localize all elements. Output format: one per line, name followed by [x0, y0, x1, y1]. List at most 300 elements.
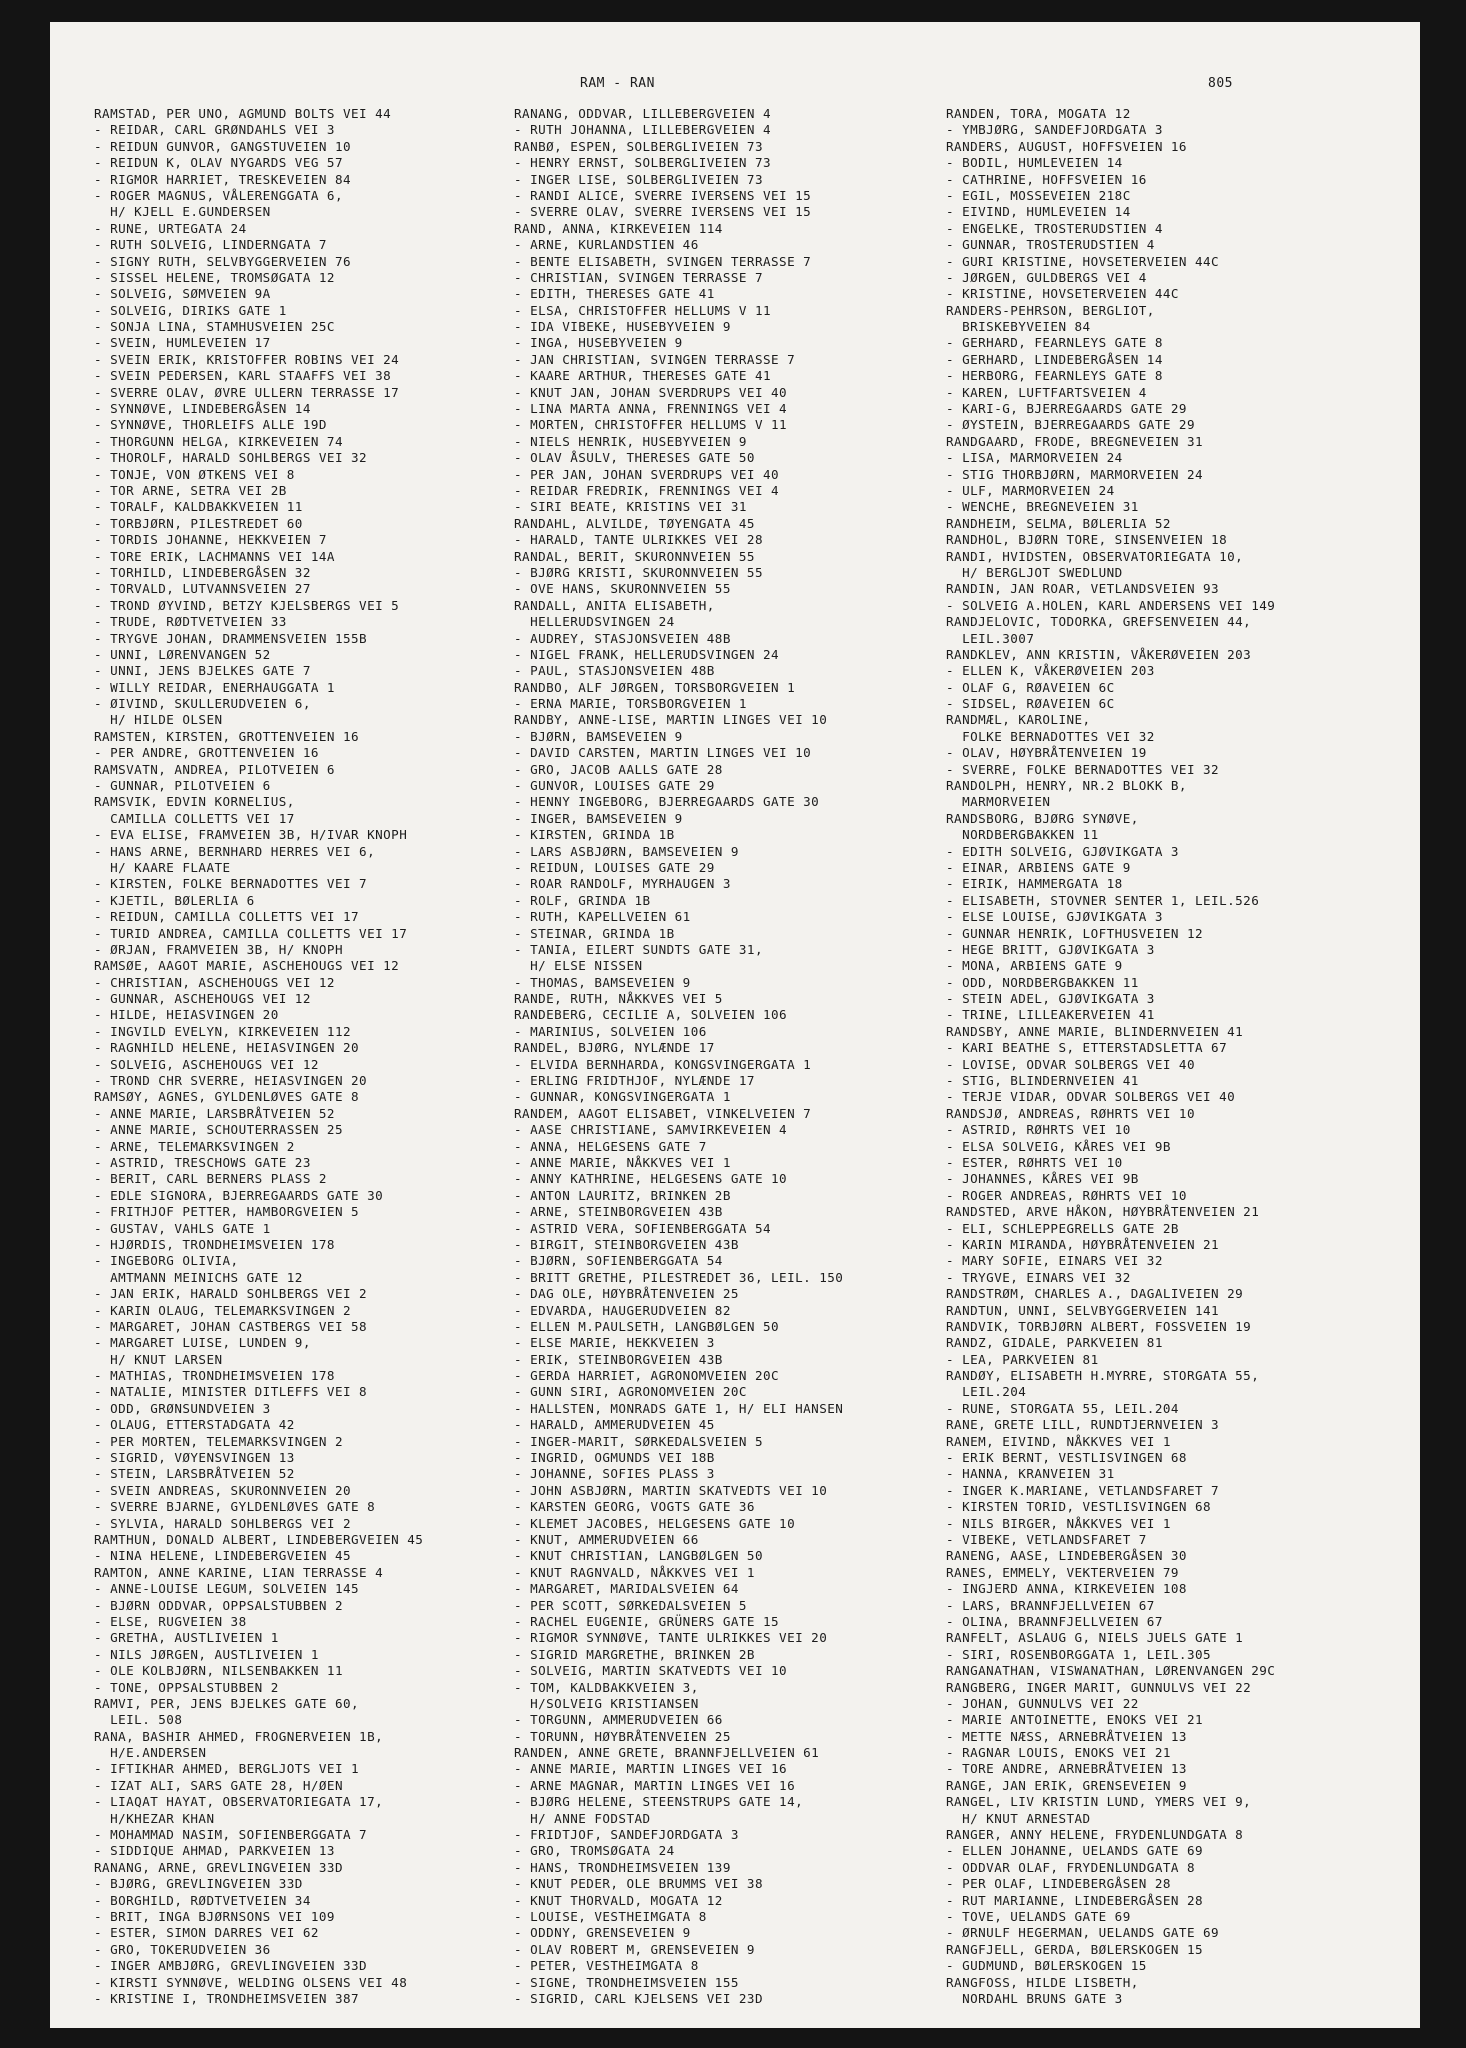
listing-line: H/ ELSE NISSEN [514, 958, 643, 974]
listing-line: - GUNNAR, ASCHEHOUGS VEI 12 [94, 991, 311, 1007]
listing-line: RANDKLEV, ANN KRISTIN, VÅKERØVEIEN 203 [946, 646, 1252, 662]
listing-line: - BRIT, INGA BJØRNSONS VEI 109 [94, 1908, 335, 1924]
listing-line: - OLAV, HØYBRÅTENVEIEN 19 [946, 745, 1147, 761]
listing-line: - KIRSTEN, GRINDA 1B [514, 827, 675, 843]
listing-line: - TRUDE, RØDTVETVEIEN 33 [94, 614, 287, 630]
listing-line: - TOR ARNE, SETRA VEI 2B [94, 482, 287, 498]
listing-line: RANDSBORG, BJØRG SYNØVE, [946, 810, 1139, 826]
listing-line: - KARI BEATHE S, ETTERSTADSLETTA 67 [946, 1040, 1228, 1056]
listing-line: RANDEN, TORA, MOGATA 12 [946, 106, 1131, 121]
listing-line: - KNUT JAN, JOHAN SVERDRUPS VEI 40 [514, 384, 788, 400]
listing-line: - TORUNN, HØYBRÅTENVEIEN 25 [514, 1728, 731, 1744]
listing-line: - ELSE MARIE, HEKKVEIEN 3 [514, 1335, 715, 1351]
listing-line: - ROLF, GRINDA 1B [514, 892, 651, 908]
listing-line: - ROGER ANDREAS, RØHRTS VEI 10 [946, 1187, 1187, 1203]
listing-line: - TORE ANDRE, ARNEBRÅTVEIEN 13 [946, 1761, 1187, 1777]
listing-line: - MARIE ANTOINETTE, ENOKS VEI 21 [946, 1712, 1204, 1728]
listing-line: - ASTRID, RØHRTS VEI 10 [946, 1122, 1131, 1138]
listing-line: - HENRY ERNST, SOLBERGLIVEIEN 73 [514, 155, 772, 171]
listing-line: - ODDNY, GRENSEVEIEN 9 [514, 1925, 691, 1941]
listing-line: - MARINIUS, SOLVEIEN 106 [514, 1023, 707, 1039]
listing-line: - ERIK BERNT, VESTLISVINGEN 68 [946, 1450, 1187, 1466]
listing-line: - INGER LISE, SOLBERGLIVEIEN 73 [514, 171, 763, 187]
listing-line: RANE, GRETE LILL, RUNDTJERNVEIEN 3 [946, 1417, 1220, 1433]
listing-line: H/ KNUT ARNESTAD [946, 1810, 1091, 1826]
listing-line: - BJØRG HELENE, STEENSTRUPS GATE 14, [514, 1794, 804, 1810]
listing-line: - IFTIKHAR AHMED, BERGLJOTS VEI 1 [94, 1761, 360, 1777]
listing-line: RANA, BASHIR AHMED, FROGNERVEIEN 1B, [94, 1728, 384, 1744]
listing-line: - TONE, OPPSALSTUBBEN 2 [94, 1679, 279, 1695]
listing-line: - BJØRN ODDVAR, OPPSALSTUBBEN 2 [94, 1597, 343, 1613]
listing-line: - TURID ANDREA, CAMILLA COLLETTS VEI 17 [94, 925, 408, 941]
listing-line: - OLAUG, ETTERSTADGATA 42 [94, 1417, 295, 1433]
listing-line: - ØYSTEIN, BJERREGAARDS GATE 29 [946, 417, 1195, 433]
listing-line: - MARGARET, MARIDALSVEIEN 64 [514, 1581, 739, 1597]
listing-line: RANDI, HVIDSTEN, OBSERVATORIEGATA 10, [946, 548, 1244, 564]
listing-line: - EIRIK, HAMMERGATA 18 [946, 876, 1123, 892]
listing-line: RANDJELOVIC, TODORKA, GREFSENVEIEN 44, [946, 614, 1252, 630]
listing-line: - BENTE ELISABETH, SVINGEN TERRASSE 7 [514, 253, 812, 269]
listing-line: - ASTRID VERA, SOFIENBERGGATA 54 [514, 1220, 772, 1236]
listing-line: RANDOLPH, HENRY, NR.2 BLOKK B, [946, 778, 1187, 794]
listing-line: - LEA, PARKVEIEN 81 [946, 1351, 1099, 1367]
listing-line: - NIELS HENRIK, HUSEBYVEIEN 9 [514, 433, 747, 449]
listing-line: - KRISTINE, HOVSETERVEIEN 44C [946, 286, 1179, 302]
listing-line: - HARALD, TANTE ULRIKKES VEI 28 [514, 532, 763, 548]
column-2 [514, 106, 843, 2007]
listing-line: - KIRSTEN TORID, VESTLISVINGEN 68 [946, 1499, 1212, 1515]
listing-line: - EDITH, THERESES GATE 41 [514, 286, 715, 302]
listing-line: - LINA MARTA ANNA, FRENNINGS VEI 4 [514, 401, 788, 417]
listing-line: - TONJE, VON ØTKENS VEI 8 [94, 466, 295, 482]
listing-line: - ANNE-LOUISE LEGUM, SOLVEIEN 145 [94, 1581, 360, 1597]
listing-line: - SIGNY RUTH, SELVBYGGERVEIEN 76 [94, 253, 352, 269]
listing-line: RANDHOL, BJØRN TORE, SINSENVEIEN 18 [946, 532, 1228, 548]
listing-line: - REIDAR FREDRIK, FRENNINGS VEI 4 [514, 482, 780, 498]
listing-line: RANGBERG, INGER MARIT, GUNNULVS VEI 22 [946, 1679, 1252, 1695]
listing-line: - BIRGIT, STEINBORGVEIEN 43B [514, 1236, 739, 1252]
listing-line: - TRYGVE JOHAN, DRAMMENSVEIEN 155B [94, 630, 368, 646]
listing-line: - SVERRE BJARNE, GYLDENLØVES GATE 8 [94, 1499, 376, 1515]
listing-line: - SOLVEIG, MARTIN SKATVEDTS VEI 10 [514, 1663, 788, 1679]
listing-line: - PER MORTEN, TELEMARKSVINGEN 2 [94, 1433, 343, 1449]
listing-line: - KNUT CHRISTIAN, LANGBØLGEN 50 [514, 1548, 763, 1564]
listing-line: - TORGUNN, AMMERUDVEIEN 66 [514, 1712, 723, 1728]
listing-line: - ANNE MARIE, SCHOUTERRASSEN 25 [94, 1122, 343, 1138]
listing-line: RANENG, AASE, LINDEBERGÅSEN 30 [946, 1548, 1187, 1564]
listing-line: - ELISABETH, STOVNER SENTER 1, LEIL.526 [946, 892, 1260, 908]
listing-line: - SIRI BEATE, KRISTINS VEI 31 [514, 499, 747, 515]
listing-line: RANDEN, ANNE GRETE, BRANNFJELLVEIEN 61 [514, 1745, 820, 1761]
listing-line: RANDAHL, ALVILDE, TØYENGATA 45 [514, 515, 755, 531]
listing-line: RANDVIK, TORBJØRN ALBERT, FOSSVEIEN 19 [946, 1318, 1252, 1334]
listing-line: - LISA, MARMORVEIEN 24 [946, 450, 1123, 466]
listing-line: - TORDIS JOHANNE, HEKKVEIEN 7 [94, 532, 327, 548]
listing-line: - INGVILD EVELYN, KIRKEVEIEN 112 [94, 1023, 352, 1039]
listing-line: RANDERS, AUGUST, HOFFSVEIEN 16 [946, 138, 1187, 154]
listing-line: - TORE ERIK, LACHMANNS VEI 14A [94, 548, 335, 564]
listing-line: - PER ANDRE, GROTTENVEIEN 16 [94, 745, 319, 761]
listing-line: - BERIT, CARL BERNERS PLASS 2 [94, 1171, 327, 1187]
listing-line: - OLINA, BRANNFJELLVEIEN 67 [946, 1613, 1163, 1629]
listing-line: RANES, EMMELY, VEKTERVEIEN 79 [946, 1564, 1179, 1580]
listing-line: - SVERRE OLAV, ØVRE ULLERN TERRASSE 17 [94, 384, 400, 400]
listing-line: - BODIL, HUMLEVEIEN 14 [946, 155, 1123, 171]
listing-line: NORDAHL BRUNS GATE 3 [946, 1990, 1123, 2006]
listing-line: - ELSA SOLVEIG, KÅRES VEI 9B [946, 1138, 1171, 1154]
listing-line: RANDØY, ELISABETH H.MYRRE, STORGATA 55, [946, 1368, 1260, 1384]
listing-line: H/ ANNE FODSTAD [514, 1810, 651, 1826]
listing-line: - IDA VIBEKE, HUSEBYVEIEN 9 [514, 319, 731, 335]
listing-line: - SYNNØVE, LINDEBERGÅSEN 14 [94, 401, 311, 417]
listing-line: - MATHIAS, TRONDHEIMSVEIEN 178 [94, 1368, 335, 1384]
listing-line: - REIDUN K, OLAV NYGARDS VEG 57 [94, 155, 343, 171]
listing-line: - MOHAMMAD NASIM, SOFIENBERGGATA 7 [94, 1827, 368, 1843]
listing-line: H/ KJELL E.GUNDERSEN [94, 204, 271, 220]
listing-line: RANBØ, ESPEN, SOLBERGLIVEIEN 73 [514, 138, 763, 154]
listing-line: - ANNE MARIE, NÅKKVES VEI 1 [514, 1155, 731, 1170]
listing-line: - RAGNAR LOUIS, ENOKS VEI 21 [946, 1745, 1171, 1761]
listing-line: - ROAR RANDOLF, MYRHAUGEN 3 [514, 876, 731, 892]
listing-line: - SVEIN, HUMLEVEIEN 17 [94, 335, 271, 351]
listing-line: HELLERUDSVINGEN 24 [514, 614, 675, 630]
listing-line: - SYNNØVE, THORLEIFS ALLE 19D [94, 417, 327, 433]
listing-line: - ESTER, RØHRTS VEI 10 [946, 1155, 1123, 1170]
listing-line: - OLE KOLBJØRN, NILSENBAKKEN 11 [94, 1663, 343, 1679]
listing-line: - GRO, TROMSØGATA 24 [514, 1843, 675, 1859]
listing-line: RANGEL, LIV KRISTIN LUND, YMERS VEI 9, [946, 1794, 1252, 1810]
listing-line: - ELSA, CHRISTOFFER HELLUMS V 11 [514, 302, 772, 318]
listing-line: - KIRSTEN, FOLKE BERNADOTTES VEI 7 [94, 876, 368, 892]
listing-line: - ØRNULF HEGERMAN, UELANDS GATE 69 [946, 1925, 1220, 1941]
listing-line: - WILLY REIDAR, ENERHAUGGATA 1 [94, 679, 335, 695]
listing-line: - KLEMET JACOBES, HELGESENS GATE 10 [514, 1515, 796, 1531]
listing-line: - JAN ERIK, HARALD SOHLBERGS VEI 2 [94, 1286, 368, 1302]
listing-line: - ANTON LAURITZ, BRINKEN 2B [514, 1187, 731, 1203]
listing-line: - ROGER MAGNUS, VÅLERENGGATA 6, [94, 187, 343, 203]
listing-line: RANDIN, JAN ROAR, VETLANDSVEIEN 93 [946, 581, 1220, 597]
listing-line: - LARS ASBJØRN, BAMSEVEIEN 9 [514, 843, 739, 859]
listing-line: - ØIVIND, SKULLERUDVEIEN 6, [94, 696, 311, 712]
listing-line: - LOUISE, VESTHEIMGATA 8 [514, 1908, 707, 1924]
listing-line: - OVE HANS, SKURONNVEIEN 55 [514, 581, 731, 597]
listing-line: - MARY SOFIE, EINARS VEI 32 [946, 1253, 1163, 1269]
page-number: 805 [1208, 76, 1233, 91]
listing-line: RANDBY, ANNE-LISE, MARTIN LINGES VEI 10 [514, 712, 828, 728]
listing-line: - NILS JØRGEN, AUSTLIVEIEN 1 [94, 1646, 319, 1662]
listing-line: - BRITT GRETHE, PILESTREDET 36, LEIL. 150 [514, 1269, 844, 1285]
listing-line: - ODD, GRØNSUNDVEIEN 3 [94, 1400, 271, 1416]
listing-line: - INGER AMBJØRG, GREVLINGVEIEN 33D [94, 1958, 368, 1974]
listing-line: - MORTEN, CHRISTOFFER HELLUMS V 11 [514, 417, 788, 433]
listing-line: - GUNNAR, KONGSVINGERGATA 1 [514, 1089, 731, 1105]
listing-line: - IZAT ALI, SARS GATE 28, H/ØEN [94, 1777, 343, 1793]
listing-line: - WENCHE, BREGNEVEIEN 31 [946, 499, 1139, 515]
listing-line: - PETER, VESTHEIMGATA 8 [514, 1958, 699, 1974]
listing-line: - DAG OLE, HØYBRÅTENVEIEN 25 [514, 1286, 739, 1302]
listing-line: - JOHN ASBJØRN, MARTIN SKATVEDTS VEI 10 [514, 1482, 828, 1498]
listing-line: - GUNN SIRI, AGRONOMVEIEN 20C [514, 1384, 747, 1400]
listing-line: - EINAR, ARBIENS GATE 9 [946, 859, 1131, 875]
listing-line: - NIGEL FRANK, HELLERUDSVINGEN 24 [514, 646, 780, 662]
listing-line: RANDEM, AAGOT ELISABET, VINKELVEIEN 7 [514, 1105, 812, 1121]
listing-line: - RIGMOR SYNNØVE, TANTE ULRIKKES VEI 20 [514, 1630, 828, 1646]
listing-line: - HEGE BRITT, GJØVIKGATA 3 [946, 941, 1155, 957]
listing-line: - SIDDIQUE AHMAD, PARKVEIEN 13 [94, 1843, 335, 1859]
listing-line: - GERHARD, LINDEBERGÅSEN 14 [946, 351, 1163, 367]
listing-line: LEIL. 508 [94, 1712, 183, 1728]
listing-line: - KIRSTI SYNNØVE, WELDING OLSENS VEI 48 [94, 1974, 408, 1990]
listing-line: RANEM, EIVIND, NÅKKVES VEI 1 [946, 1433, 1171, 1449]
listing-line: - INGEBORG OLIVIA, [94, 1253, 239, 1269]
listing-line: RAMTON, ANNE KARINE, LIAN TERRASSE 4 [94, 1564, 384, 1580]
listing-line: - GURI KRISTINE, HOVSETERVEIEN 44C [946, 253, 1220, 269]
listing-line: - INGER-MARIT, SØRKEDALSVEIEN 5 [514, 1433, 763, 1449]
listing-line: - TRINE, LILLEAKERVEIEN 41 [946, 1007, 1155, 1023]
listing-line: - REIDUN GUNVOR, GANGSTUVEIEN 10 [94, 138, 352, 154]
listing-line: RANGFOSS, HILDE LISBETH, [946, 1974, 1139, 1990]
listing-line: RAMSØE, AAGOT MARIE, ASCHEHOUGS VEI 12 [94, 958, 400, 974]
listing-line: RANGFJELL, GERDA, BØLERSKOGEN 15 [946, 1941, 1204, 1957]
listing-line: RAND, ANNA, KIRKEVEIEN 114 [514, 220, 723, 236]
listing-line: RANANG, ARNE, GREVLINGVEIEN 33D [94, 1859, 343, 1875]
listing-line: H/ KAARE FLAATE [94, 859, 231, 875]
listing-line: - SIGRID, CARL KJELSENS VEI 23D [514, 1990, 763, 2006]
listing-line: - PER SCOTT, SØRKEDALSVEIEN 5 [514, 1597, 747, 1613]
listing-line: - ELLEN JOHANNE, UELANDS GATE 69 [946, 1843, 1204, 1859]
listing-line: - TRYGVE, EINARS VEI 32 [946, 1269, 1131, 1285]
listing-line: - AUDREY, STASJONSVEIEN 48B [514, 630, 731, 646]
listing-line: - BJØRN, SOFIENBERGGATA 54 [514, 1253, 723, 1269]
listing-line: - ARNE MAGNAR, MARTIN LINGES VEI 16 [514, 1777, 796, 1793]
listing-line: - STIG THORBJØRN, MARMORVEIEN 24 [946, 466, 1204, 482]
listing-line: - SVEIN ERIK, KRISTOFFER ROBINS VEI 24 [94, 351, 400, 367]
listing-line: - ULF, MARMORVEIEN 24 [946, 482, 1115, 498]
listing-line: - HERBORG, FEARNLEYS GATE 8 [946, 368, 1163, 384]
listing-line: - KAARE ARTHUR, THERESES GATE 41 [514, 368, 772, 384]
listing-line: - EVA ELISE, FRAMVEIEN 3B, H/IVAR KNOPH [94, 827, 408, 843]
listing-line: - RUNE, STORGATA 55, LEIL.204 [946, 1400, 1179, 1416]
listing-line: - YMBJØRG, SANDEFJORDGATA 3 [946, 122, 1163, 138]
listing-line: - KARSTEN GEORG, VOGTS GATE 36 [514, 1499, 755, 1515]
listing-line: AMTMANN MEINICHS GATE 12 [94, 1269, 303, 1285]
listing-line: - BJØRG, GREVLINGVEIEN 33D [94, 1876, 303, 1892]
listing-line: - ERIK, STEINBORGVEIEN 43B [514, 1351, 723, 1367]
listing-line: - ARNE, TELEMARKSVINGEN 2 [94, 1138, 295, 1154]
listing-line: - GUNVOR, LOUISES GATE 29 [514, 778, 715, 794]
listing-line: - STEIN, LARSBRÅTVEIEN 52 [94, 1466, 295, 1482]
listing-line: RANFELT, ASLAUG G, NIELS JUELS GATE 1 [946, 1630, 1244, 1646]
listing-line: - TORHILD, LINDEBERGÅSEN 32 [94, 564, 311, 580]
listing-line: - RANDI ALICE, SVERRE IVERSENS VEI 15 [514, 187, 812, 203]
listing-line: - SIGRID, VØYENSVINGEN 13 [94, 1450, 295, 1466]
page-title: RAM - RAN [580, 76, 655, 91]
listing-line: - HANS ARNE, BERNHARD HERRES VEI 6, [94, 843, 376, 859]
listing-line: RANDSBY, ANNE MARIE, BLINDERNVEIEN 41 [946, 1023, 1244, 1039]
listing-line: - ERLING FRIDTHJOF, NYLÆNDE 17 [514, 1073, 755, 1089]
listing-line: - THORGUNN HELGA, KIRKEVEIEN 74 [94, 433, 343, 449]
listing-line: - BJØRG KRISTI, SKURONNVEIEN 55 [514, 564, 763, 580]
listing-line: - GERHARD, FEARNLEYS GATE 8 [946, 335, 1163, 351]
listing-line: - INGER, BAMSEVEIEN 9 [514, 810, 683, 826]
listing-line: - ANNY KATHRINE, HELGESENS GATE 10 [514, 1171, 788, 1187]
listing-line: - REIDUN, LOUISES GATE 29 [514, 859, 715, 875]
listing-line: - HENNY INGEBORG, BJERREGAARDS GATE 30 [514, 794, 820, 810]
listing-line: - HILDE, HEIASVINGEN 20 [94, 1007, 279, 1023]
listing-line: - CHRISTIAN, ASCHEHOUGS VEI 12 [94, 974, 335, 990]
listing-line: - ANNA, HELGESENS GATE 7 [514, 1138, 707, 1154]
listing-line: - TOM, KALDBAKKVEIEN 3, [514, 1679, 699, 1695]
listing-line: H/ BERGLJOT SWEDLUND [946, 564, 1123, 580]
listing-line: RANDE, RUTH, NÅKKVES VEI 5 [514, 991, 723, 1007]
listing-line: RANDERS-PEHRSON, BERGLIOT, [946, 302, 1155, 318]
listing-line: - TANIA, EILERT SUNDTS GATE 31, [514, 941, 763, 957]
listing-line: - ARNE, KURLANDSTIEN 46 [514, 237, 699, 253]
listing-line: - LARS, BRANNFJELLVEIEN 67 [946, 1597, 1155, 1613]
listing-line: - RIGMOR HARRIET, TRESKEVEIEN 84 [94, 171, 352, 187]
listing-line: - NINA HELENE, LINDEBERGVEIEN 45 [94, 1548, 352, 1564]
listing-line: - REIDAR, CARL GRØNDAHLS VEI 3 [94, 122, 335, 138]
listing-line: - REIDUN, CAMILLA COLLETTS VEI 17 [94, 909, 360, 925]
listing-line: - GRO, TOKERUDVEIEN 36 [94, 1941, 271, 1957]
column-3 [946, 106, 1275, 2007]
listing-line: - GERDA HARRIET, AGRONOMVEIEN 20C [514, 1368, 780, 1384]
listing-line: - SVERRE OLAV, SVERRE IVERSENS VEI 15 [514, 204, 812, 220]
listing-line: - NILS BIRGER, NÅKKVES VEI 1 [946, 1515, 1171, 1531]
listing-line: - PER JAN, JOHAN SVERDRUPS VEI 40 [514, 466, 780, 482]
listing-line: RANDSTRØM, CHARLES A., DAGALIVEIEN 29 [946, 1286, 1244, 1302]
listing-line: - TORBJØRN, PILESTREDET 60 [94, 515, 303, 531]
listing-line: - MARGARET, JOHAN CASTBERGS VEI 58 [94, 1318, 368, 1334]
listing-line: - ARNE, STEINBORGVEIEN 43B [514, 1204, 723, 1220]
listing-line: - KNUT PEDER, OLE BRUMMS VEI 38 [514, 1876, 763, 1892]
listing-line: - JOHANNE, SOFIES PLASS 3 [514, 1466, 715, 1482]
listing-line: - OLAV ÅSULV, THERESES GATE 50 [514, 450, 755, 466]
listing-line: - ASTRID, TRESCHOWS GATE 23 [94, 1155, 311, 1170]
listing-line: - DAVID CARSTEN, MARTIN LINGES VEI 10 [514, 745, 812, 761]
listing-line: - ODDVAR OLAF, FRYDENLUNDGATA 8 [946, 1859, 1195, 1875]
listing-line: - RUTH JOHANNA, LILLEBERGVEIEN 4 [514, 122, 772, 138]
listing-line: - GRETHA, AUSTLIVEIEN 1 [94, 1630, 279, 1646]
listing-line: - ELSE LOUISE, GJØVIKGATA 3 [946, 909, 1163, 925]
listing-line: - ØRJAN, FRAMVEIEN 3B, H/ KNOPH [94, 941, 343, 957]
listing-line: - HANNA, KRANVEIEN 31 [946, 1466, 1115, 1482]
listing-line: RANDSTED, ARVE HÅKON, HØYBRÅTENVEIEN 21 [946, 1204, 1260, 1220]
listing-line: - EDVARDA, HAUGERUDVEIEN 82 [514, 1302, 731, 1318]
listing-line: RANDEL, BJØRG, NYLÆNDE 17 [514, 1040, 715, 1056]
listing-line: RAMSTEN, KIRSTEN, GROTTENVEIEN 16 [94, 728, 360, 744]
listing-line: - KNUT RAGNVALD, NÅKKVES VEI 1 [514, 1564, 755, 1580]
listing-line: - UNNI, JENS BJELKES GATE 7 [94, 663, 311, 679]
listing-line: RANDHEIM, SELMA, BØLERLIA 52 [946, 515, 1171, 531]
listing-line: H/SOLVEIG KRISTIANSEN [514, 1695, 699, 1711]
listing-line: - NATALIE, MINISTER DITLEFFS VEI 8 [94, 1384, 368, 1400]
listing-line: - JAN CHRISTIAN, SVINGEN TERRASSE 7 [514, 351, 796, 367]
listing-line: - SVEIN PEDERSEN, KARL STAAFFS VEI 38 [94, 368, 392, 384]
listing-line: - ODD, NORDBERGBAKKEN 11 [946, 974, 1139, 990]
listing-line: - RUNE, URTEGATA 24 [94, 220, 247, 236]
listing-line: - MARGARET LUISE, LUNDEN 9, [94, 1335, 311, 1351]
listing-line: - SIGRID MARGRETHE, BRINKEN 2B [514, 1646, 755, 1662]
listing-line: BRISKEBYVEIEN 84 [946, 319, 1091, 335]
listing-line: - RUTH, KAPELLVEIEN 61 [514, 909, 691, 925]
listing-line: - KJETIL, BØLERLIA 6 [94, 892, 255, 908]
listing-line: - GRO, JACOB AALLS GATE 28 [514, 761, 723, 777]
listing-line: - ELLEN K, VÅKERØVEIEN 203 [946, 663, 1155, 679]
listing-line: RANDEBERG, CECILIE A, SOLVEIEN 106 [514, 1007, 788, 1023]
listing-line: - SISSEL HELENE, TROMSØGATA 12 [94, 269, 335, 285]
listing-line: - EDLE SIGNORA, BJERREGAARDS GATE 30 [94, 1187, 384, 1203]
listing-line: - ERNA MARIE, TORSBORGVEIEN 1 [514, 696, 747, 712]
listing-line: - FRIDTJOF, SANDEFJORDGATA 3 [514, 1827, 739, 1843]
listing-line: - METTE NÆSS, ARNEBRÅTVEIEN 13 [946, 1728, 1187, 1744]
listing-line: - BORGHILD, RØDTVETVEIEN 34 [94, 1892, 311, 1908]
listing-line: - JØRGEN, GULDBERGS VEI 4 [946, 269, 1147, 285]
listing-line: - FRITHJOF PETTER, HAMBORGVEIEN 5 [94, 1204, 360, 1220]
listing-line: RANDBO, ALF JØRGEN, TORSBORGVEIEN 1 [514, 679, 796, 695]
listing-line: - SOLVEIG A.HOLEN, KARL ANDERSENS VEI 149 [946, 597, 1276, 613]
listing-line: RAMSVATN, ANDREA, PILOTVEIEN 6 [94, 761, 335, 777]
listing-line: - JOHANNES, KÅRES VEI 9B [946, 1171, 1139, 1187]
listing-line: RANGER, ANNY HELENE, FRYDENLUNDGATA 8 [946, 1827, 1244, 1843]
listing-line: RANANG, ODDVAR, LILLEBERGVEIEN 4 [514, 106, 772, 121]
listing-line: RANGANATHAN, VISWANATHAN, LØRENVANGEN 29C [946, 1663, 1276, 1679]
listing-line: MARMORVEIEN [946, 794, 1051, 810]
listing-line: - UNNI, LØRENVANGEN 52 [94, 646, 271, 662]
listing-line: - SYLVIA, HARALD SOHLBERGS VEI 2 [94, 1515, 352, 1531]
listing-line: - STEIN ADEL, GJØVIKGATA 3 [946, 991, 1155, 1007]
listing-line: - EIVIND, HUMLEVEIEN 14 [946, 204, 1131, 220]
listing-line: - GUNNAR HENRIK, LOFTHUSVEIEN 12 [946, 925, 1204, 941]
listing-line: - HANS, TRONDHEIMSVEIEN 139 [514, 1859, 731, 1875]
listing-line: RAMSØY, AGNES, GYLDENLØVES GATE 8 [94, 1089, 360, 1105]
listing-line: - THOMAS, BAMSEVEIEN 9 [514, 974, 691, 990]
listing-line: H/KHEZAR KHAN [94, 1810, 215, 1826]
listing-line: - OLAF G, RØAVEIEN 6C [946, 679, 1115, 695]
listing-line: - KNUT, AMMERUDVEIEN 66 [514, 1531, 699, 1547]
listing-line: RAMTHUN, DONALD ALBERT, LINDEBERGVEIEN 45 [94, 1531, 424, 1547]
listing-line: - HARALD, AMMERUDVEIEN 45 [514, 1417, 715, 1433]
listing-line: - HALLSTEN, MONRADS GATE 1, H/ ELI HANSEN [514, 1400, 844, 1416]
listing-line: NORDBERGBAKKEN 11 [946, 827, 1099, 843]
listing-line: LEIL.204 [946, 1384, 1027, 1400]
listing-line: - INGJERD ANNA, KIRKEVEIEN 108 [946, 1581, 1187, 1597]
listing-line: - ELSE, RUGVEIEN 38 [94, 1613, 247, 1629]
listing-line: - AASE CHRISTIANE, SAMVIRKEVEIEN 4 [514, 1122, 788, 1138]
listing-line: RANGE, JAN ERIK, GRENSEVEIEN 9 [946, 1777, 1187, 1793]
listing-line: - SIDSEL, RØAVEIEN 6C [946, 696, 1115, 712]
listing-line: - TORVALD, LUTVANNSVEIEN 27 [94, 581, 311, 597]
listing-line: FOLKE BERNADOTTES VEI 32 [946, 728, 1155, 744]
listing-line: - ESTER, SIMON DARRES VEI 62 [94, 1925, 319, 1941]
listing-line: H/E.ANDERSEN [94, 1745, 207, 1761]
listing-line: H/ KNUT LARSEN [94, 1351, 223, 1367]
listing-line: - ENGELKE, TROSTERUDSTIEN 4 [946, 220, 1163, 236]
listing-line: RANDMÆL, KAROLINE, [946, 712, 1091, 728]
listing-line: - GUSTAV, VAHLS GATE 1 [94, 1220, 271, 1236]
listing-line: - THOROLF, HARALD SOHLBERGS VEI 32 [94, 450, 368, 466]
listing-line: - HJØRDIS, TRONDHEIMSVEIEN 178 [94, 1236, 335, 1252]
listing-line: - SVEIN ANDREAS, SKURONNVEIEN 20 [94, 1482, 352, 1498]
listing-line: - PER OLAF, LINDEBERGÅSEN 28 [946, 1876, 1171, 1892]
listing-line: - ANNE MARIE, MARTIN LINGES VEI 16 [514, 1761, 788, 1777]
listing-line: - BJØRN, BAMSEVEIEN 9 [514, 728, 683, 744]
listing-line: - TROND CHR SVERRE, HEIASVINGEN 20 [94, 1073, 368, 1089]
listing-line: - RACHEL EUGENIE, GRÜNERS GATE 15 [514, 1613, 780, 1629]
listing-line: H/ HILDE OLSEN [94, 712, 223, 728]
listing-line: - JOHAN, GUNNULVS VEI 22 [946, 1695, 1139, 1711]
listing-line: - TOVE, UELANDS GATE 69 [946, 1908, 1131, 1924]
